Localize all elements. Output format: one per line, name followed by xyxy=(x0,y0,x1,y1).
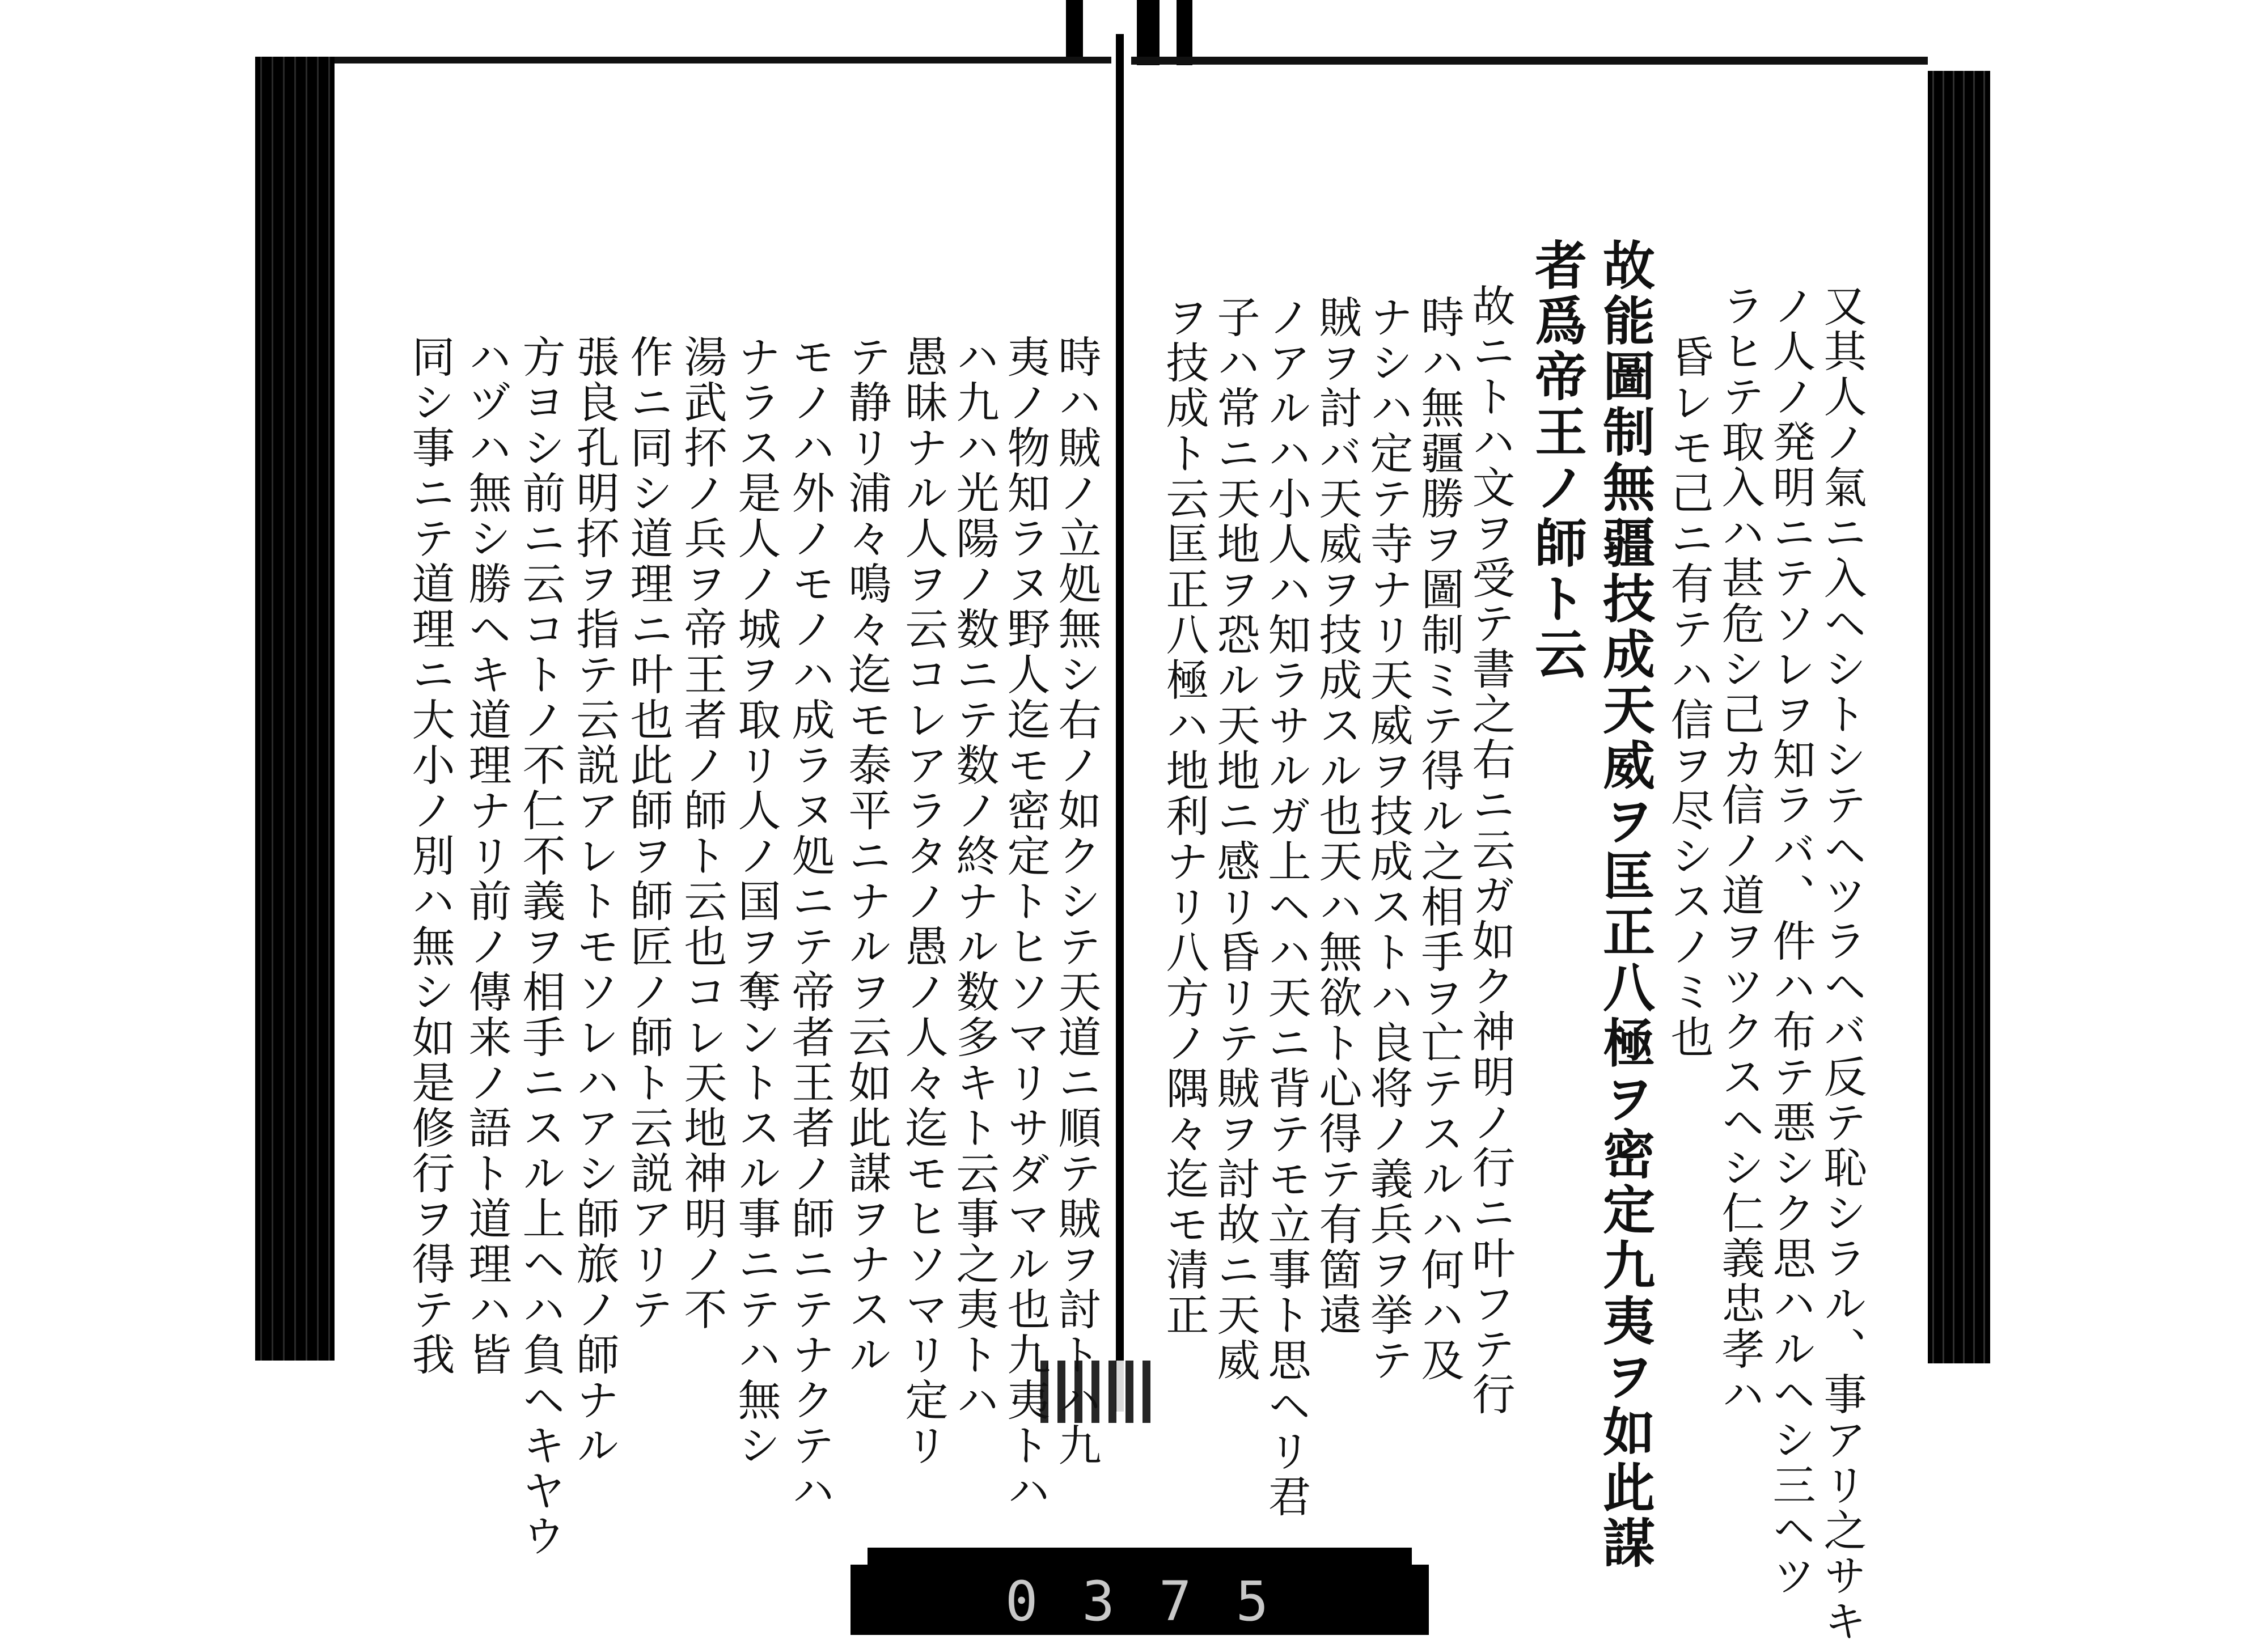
text-column: 方ヨシ前ニ云コトノ不仁不義ヲ相手ニスル上ヘハ負ヘキヤウ xyxy=(515,334,566,1559)
text-column: 作ニ同シ道理ニ叶也此師ヲ師匠ノ師ト云説アリテ xyxy=(623,334,674,1332)
text-column: ラヒテ取入ハ甚危シ己カ信ノ道ヲツクスヘシ仁義忠孝ハ xyxy=(1715,283,1765,1417)
text-column: 同シ事ニテ道理ニ大小ノ別ハ無シ如是修行ヲ得テ我 xyxy=(405,334,455,1378)
text-column: 夷ノ物知ラヌ野人迄モ密定トヒソマリサダマル也九夷トハ xyxy=(1000,334,1051,1514)
text-column: ナラス是人ノ城ヲ取リ人ノ国ヲ奪ントスル事ニテハ無シ xyxy=(731,334,781,1468)
text-column: 昏レモ己ニ有テハ信ヲ尽シスノミ也 xyxy=(1664,334,1714,1060)
text-column: 湯武抔ノ兵ヲ帝王者ノ師ト云也コレ天地神明ノ不 xyxy=(677,334,727,1332)
binding-thread-top xyxy=(1137,0,1160,65)
text-column: 時ハ賊ノ立処無シ右ノ如クシテ天道ニ順テ賊ヲ討トハ九 xyxy=(1051,334,1102,1468)
binding-thread-top xyxy=(1177,0,1192,65)
heading-column: 者爲帝王ノ師ト云 xyxy=(1526,238,1588,683)
text-column: ノアルハ小人ハ知ラサルガ上ヘハ天ニ背テモ立事ト思ヘリ君 xyxy=(1261,295,1311,1519)
heading-column: 故能圖制無疆技成天威ヲ匡正八極ヲ密定九夷ヲ如此謀 xyxy=(1594,238,1656,1571)
text-column: 又其人ノ氣ニ入ヘシトシテヘツラヘバ反テ恥シラル、事アリ之サキ xyxy=(1817,283,1867,1644)
text-column: テ静リ浦々鳴々迄モ泰平ニナルヲ云如此謀ヲナスル xyxy=(841,334,892,1378)
text-column: 子ハ常ニ天地ヲ恐ル天地ニ感リ昏リテ賊ヲ討故ニ天威 xyxy=(1210,295,1260,1383)
text-column: ノ人ノ発明ニテソレヲ知ラバ、件ハ布テ悪シク思ハルヘシ三ヘツ xyxy=(1766,283,1816,1599)
text-column: 時ハ無疆勝ヲ圖制ミテ得ル之相手ヲ亡テスルハ何ハ及 xyxy=(1414,295,1465,1383)
text-column: 賊ヲ討バ天威ヲ技成スル也天ハ無欲ト心得テ有箇遠 xyxy=(1312,295,1363,1338)
text-column: 故ニトハ文ヲ受テ書之右ニ云ガ如ク神明ノ行ニ叶フテ行 xyxy=(1465,283,1516,1417)
page-block-left-edge xyxy=(255,57,335,1361)
text-column: 張良孔明抔ヲ指テ云説アレトモソレハアシ師旅ノ師ナル xyxy=(569,334,620,1468)
text-column: 愚昧ナル人ヲ云コレアラタノ愚ノ人々迄モヒソマリ定リ xyxy=(898,334,949,1468)
text-column: モノハ外ノモノハ成ラヌ処ニテ帝者王者ノ師ニテナクテハ xyxy=(785,334,835,1514)
text-column: ハヅハ無シ勝ヘキ道理ナリ前ノ傳来ノ語ト道理ハ皆 xyxy=(462,334,512,1378)
binding-thread-top xyxy=(1066,0,1083,65)
text-column: ナシハ定テ寺ナリ天威ヲ技成ストハ良将ノ義兵ヲ挙テ xyxy=(1363,295,1414,1383)
text-column: ハ九ハ光陽ノ数ニテ数ノ終ナル数多キト云事之夷トハ xyxy=(949,334,1000,1423)
text-column: ヲ技成ト云匡正八極ハ地利ナリ八方ノ隅々迄モ清正 xyxy=(1159,295,1209,1338)
page-block-right-edge xyxy=(1928,71,1990,1363)
book-gutter xyxy=(1111,34,1131,1412)
archive-label-number: 0 3 7 5 xyxy=(1005,1570,1275,1633)
